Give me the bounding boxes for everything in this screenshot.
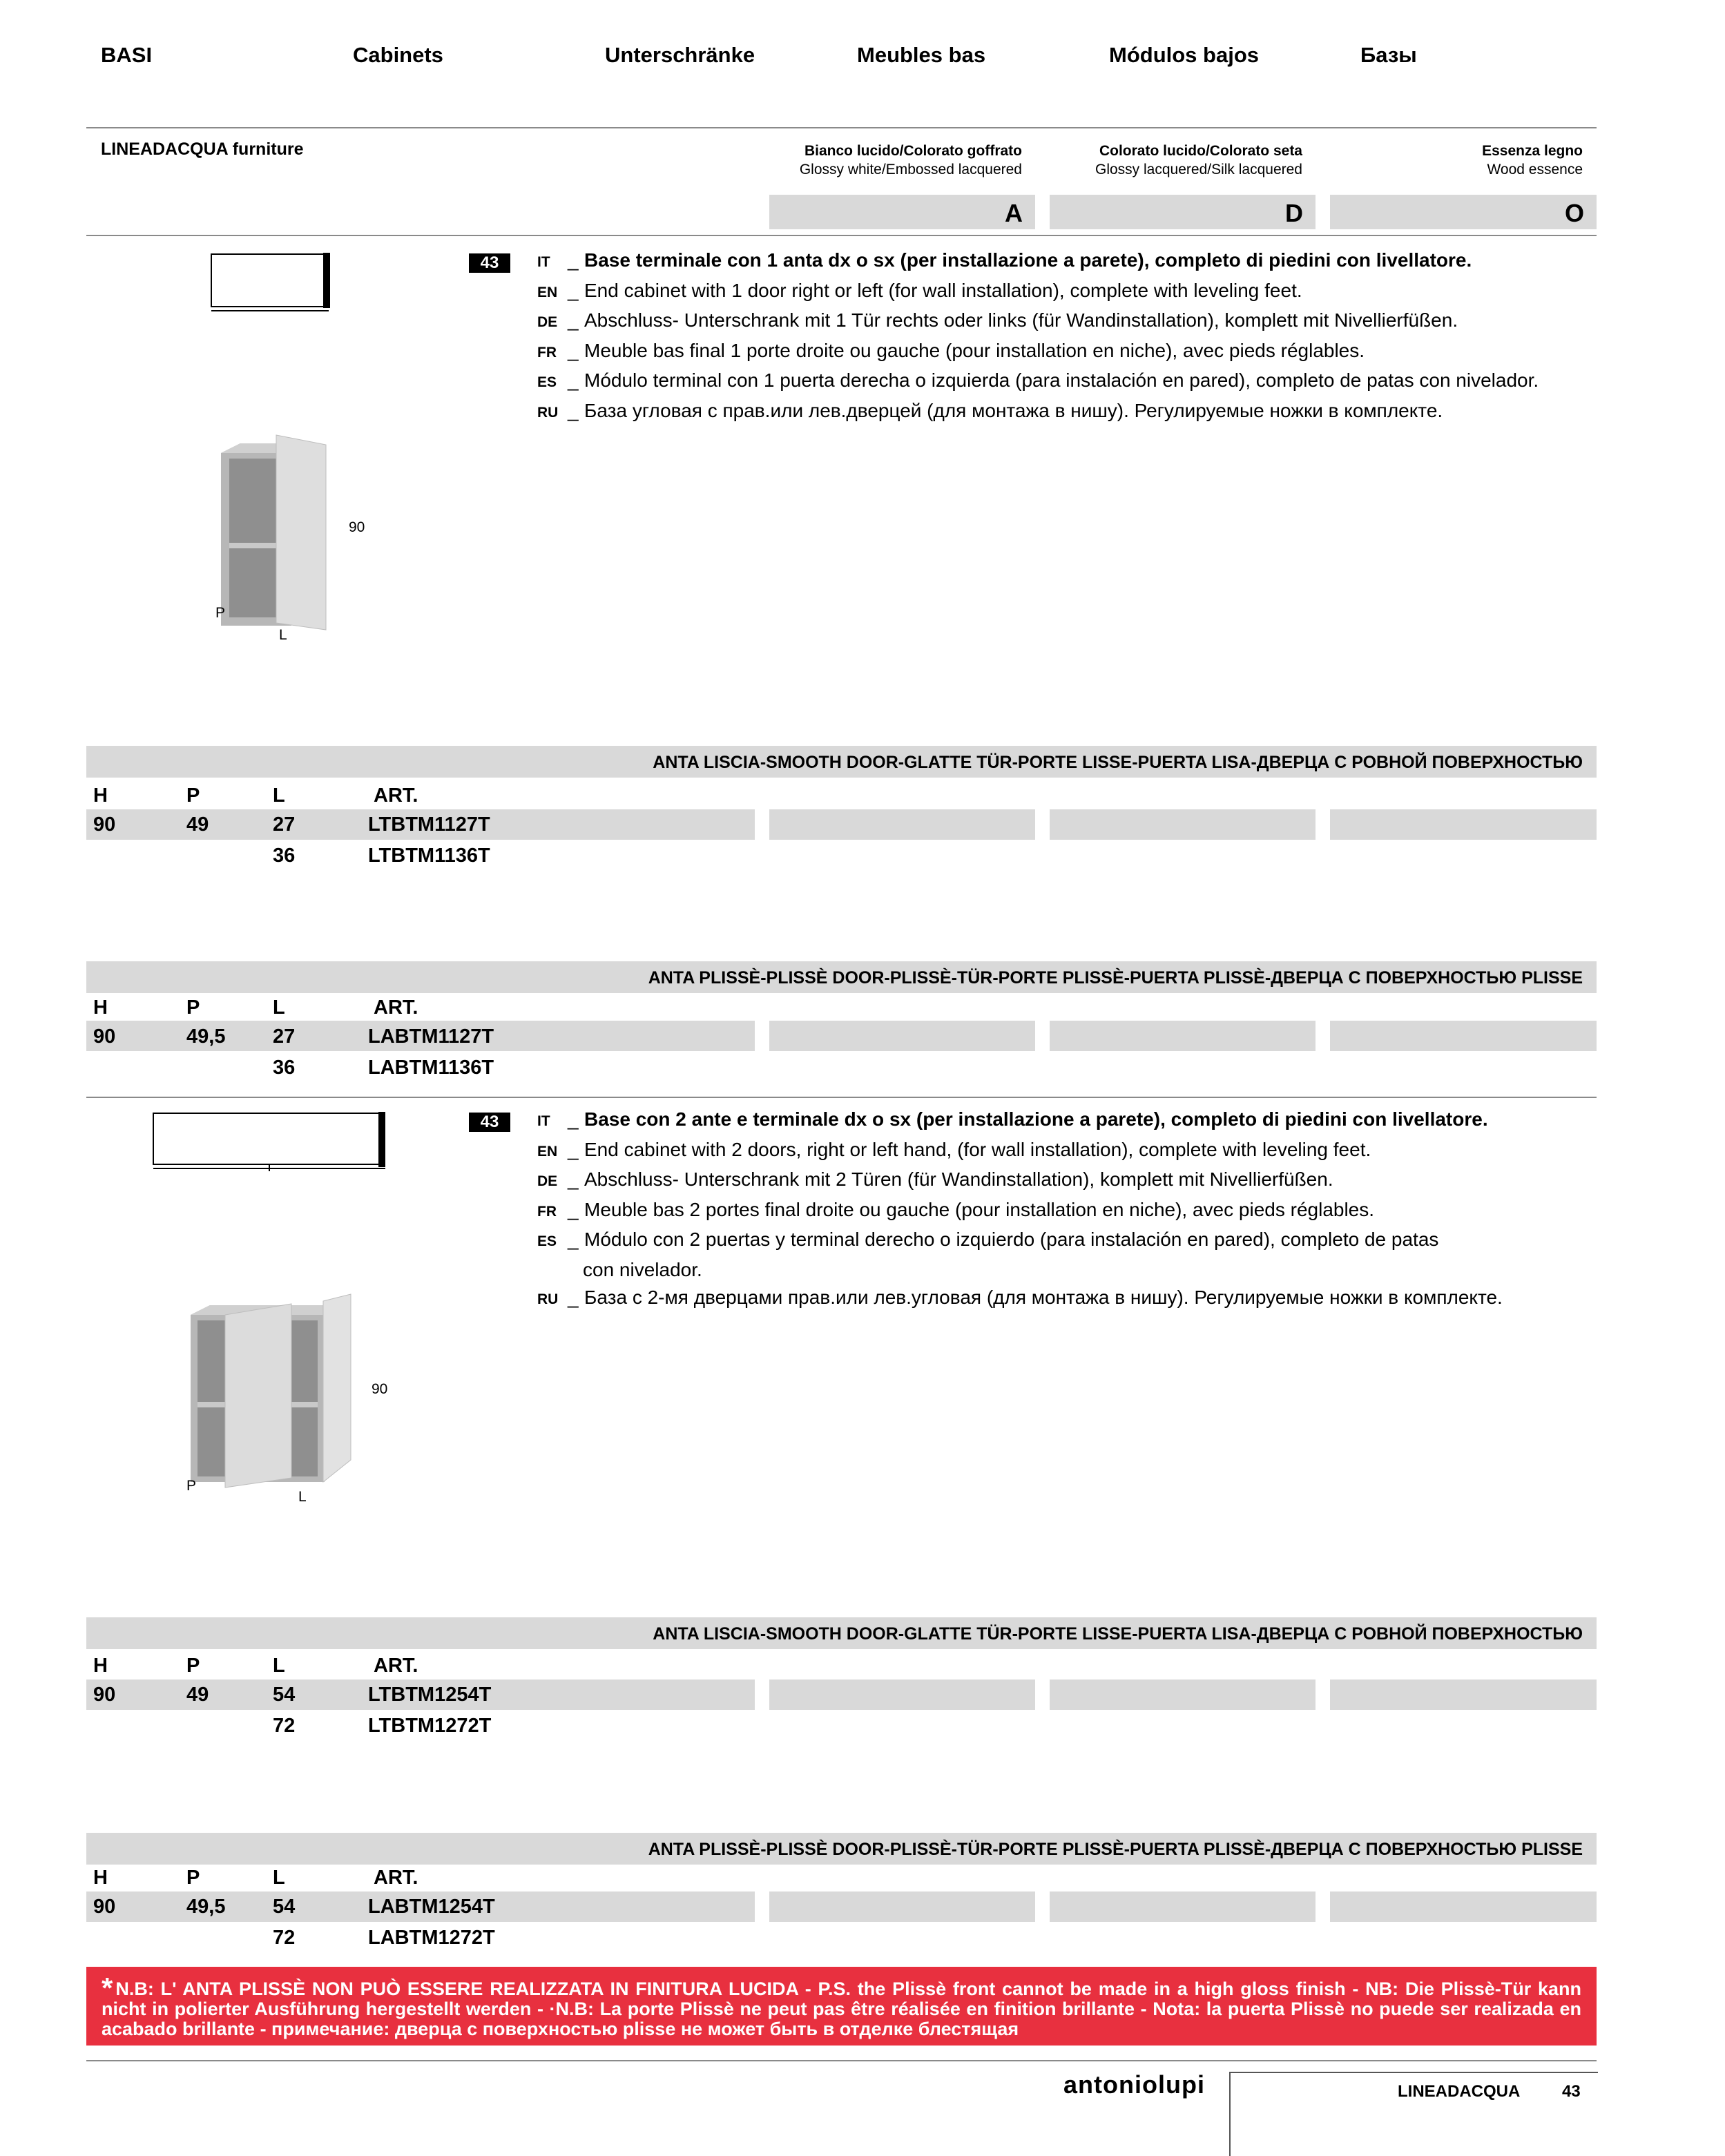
- col-l: L: [273, 785, 285, 807]
- desc-row-es: ES _ Módulo terminal con 1 puerta derecha o izquierda (para instalación en pared), completo de patas con nivelador.: [537, 369, 1539, 391]
- product-1-descriptions: [537, 247, 1539, 427]
- finish-o-label: Essenza legno Wood essence: [1482, 143, 1583, 177]
- col-p: P: [186, 1867, 200, 1889]
- finish-d-label: Colorato lucido/Colorato seta Glossy lacquered/Silk lacquered: [1095, 143, 1302, 177]
- price-cell-o: [1330, 1892, 1597, 1922]
- section-title: LINEADACQUA furniture: [101, 139, 304, 159]
- col-p: P: [186, 1655, 200, 1677]
- price-cell-a: [769, 1021, 1035, 1051]
- category-it: BASI: [101, 43, 153, 67]
- note-star: *: [102, 1972, 113, 2004]
- band-plisse-door-2: ANTA PLISSÈ-PLISSÈ DOOR-PLISSÈ-TÜR-PORTE PLISSÈ-PUERTA PLISSÈ-ДВЕРЦА С ПОВЕРХНОСТЬЮ PLISSE: [86, 1833, 1597, 1865]
- price-cell-d: [1050, 1892, 1316, 1922]
- plan-view-2-doors: [151, 1108, 392, 1177]
- price-cell-d: [1050, 1021, 1316, 1051]
- desc-row-ru: RU _ База с 2-мя дверцами прав.или лев.угловая (для монтажа в нишу). Регулируемые ножки в комплекте.: [537, 1287, 1503, 1308]
- cell-l: 27: [273, 1026, 296, 1048]
- cell-l: 54: [273, 1896, 296, 1918]
- price-cell-a: [769, 809, 1035, 840]
- footer-collection: LINEADACQUA: [1398, 2082, 1521, 2101]
- product-divider: [86, 1097, 1597, 1098]
- band-smooth-door-2: ANTA LISCIA-SMOOTH DOOR-GLATTE TÜR-PORTE LISSE-PUERTA LISA-ДВЕРЦА С РОВНОЙ ПОВЕРХНОСТЬЮ: [86, 1617, 1597, 1649]
- cabinet-2-depth-label: P: [186, 1478, 197, 1494]
- cell-art: LTBTM1136T: [368, 845, 490, 867]
- cell-h: 90: [93, 1026, 116, 1048]
- category-es: Módulos bajos: [1109, 43, 1259, 67]
- desc-row-ru: RU _ База угловая с прав.или лев.дверцей (для монтажа в нишу). Регулируемые ножки в комплекте.: [537, 399, 1443, 421]
- cell-l: 36: [273, 1057, 296, 1079]
- cell-l: 72: [273, 1927, 296, 1949]
- cabinet-2-doors-drawing: [181, 1284, 367, 1492]
- col-art: ART.: [374, 1867, 418, 1889]
- finish-a-label: Bianco lucido/Colorato goffrato Glossy white/Embossed lacquered: [799, 143, 1022, 177]
- cell-art: LTBTM1127T: [368, 814, 490, 836]
- desc-row-en: EN _ End cabinet with 2 doors, right or left hand, (for wall installation), complete with leveling feet.: [537, 1138, 1371, 1160]
- category-ru: Базы: [1360, 43, 1417, 67]
- cabinet-1-height-label: 90: [349, 519, 365, 535]
- category-de: Unterschränke: [605, 43, 755, 67]
- plan-view-1-door: [207, 250, 338, 316]
- header-divider: [86, 127, 1597, 128]
- desc-row-es: ES _ Módulo con 2 puertas y terminal derecho o izquierdo (para instalación en pared), completo de patas: [537, 1229, 1439, 1250]
- desc-row-it: IT _ Base con 2 ante e terminale dx o sx (per installazione a parete), completo di piedini con livellatore.: [537, 1108, 1488, 1130]
- section-divider: [86, 235, 1597, 236]
- band-plisse-door-1: ANTA PLISSÈ-PLISSÈ DOOR-PLISSÈ-TÜR-PORTE PLISSÈ-PUERTA PLISSÈ-ДВЕРЦА С ПОВЕРХНОСТЬЮ PLISSE: [86, 961, 1597, 993]
- desc-row-it: IT _ Base terminale con 1 anta dx o sx (per installazione a parete), completo di piedini con livellatore.: [537, 249, 1472, 271]
- price-cell-o: [1330, 809, 1597, 840]
- col-h: H: [93, 997, 108, 1019]
- band-smooth-door-1: ANTA LISCIA-SMOOTH DOOR-GLATTE TÜR-PORTE LISSE-PUERTA LISA-ДВЕРЦА С РОВНОЙ ПОВЕРХНОСТЬЮ: [86, 746, 1597, 778]
- col-p: P: [186, 785, 200, 807]
- price-cell-a: [769, 1892, 1035, 1922]
- product-2-descriptions: [537, 1106, 1503, 1314]
- cabinet-1-width-label: L: [279, 627, 287, 643]
- desc-row-fr: FR _ Meuble bas final 1 porte droite ou gauche (pour installation en niche), avec pieds réglables.: [537, 339, 1365, 361]
- footer-divider: [86, 2060, 1597, 2061]
- desc-row-en: EN _ End cabinet with 1 door right or left (for wall installation), complete with leveling feet.: [537, 279, 1302, 301]
- plisse-note-banner: [86, 1967, 1597, 2046]
- desc-row-es-cont: con nivelador.: [583, 1258, 702, 1280]
- cell-l: 36: [273, 845, 296, 867]
- price-cell-o: [1330, 1021, 1597, 1051]
- desc-row-de: DE _ Abschluss- Unterschrank mit 1 Tür rechts oder links (für Wandinstallation), komplett mit Nivellierfüßen.: [537, 309, 1458, 331]
- cell-p: 49,5: [186, 1026, 226, 1048]
- cell-art: LABTM1272T: [368, 1927, 495, 1949]
- col-l: L: [273, 1655, 285, 1677]
- cell-l: 72: [273, 1715, 296, 1737]
- cell-h: 90: [93, 814, 116, 836]
- finish-code-a: A: [769, 195, 1035, 229]
- cell-h: 90: [93, 1896, 116, 1918]
- finish-code-d: D: [1050, 195, 1316, 229]
- cell-art: LTBTM1254T: [368, 1684, 492, 1706]
- col-art: ART.: [374, 1655, 418, 1677]
- price-cell-d: [1050, 1679, 1316, 1710]
- product-1-badge: 43: [469, 253, 510, 273]
- cell-p: 49: [186, 1684, 209, 1706]
- note-text: N.B: L' ANTA PLISSÈ NON PUÒ ESSERE REALIZZATA IN FINITURA LUCIDA - P.S. the Plissè front cannot be made in a high gloss finish - NB: Die Plissè-Tür kann nicht in polierter Ausführung hergestellt werden - ·N.B: La porte Plissè ne peut pas être réalisée en finition brillante - Nota: la puerta Plissè no puede ser realizada en acabado brillante - примечание: дверца с поверхностью plisse не может быть в отделке блестящая: [102, 1979, 1581, 2039]
- page-number: 43: [1562, 2082, 1581, 2101]
- col-h: H: [93, 1655, 108, 1677]
- cabinet-2-height-label: 90: [372, 1381, 388, 1397]
- price-cell-d: [1050, 809, 1316, 840]
- cabinet-2-width-label: L: [298, 1489, 307, 1505]
- price-cell-a: [769, 1679, 1035, 1710]
- col-l: L: [273, 997, 285, 1019]
- cell-h: 90: [93, 1684, 116, 1706]
- cell-art: LABTM1136T: [368, 1057, 494, 1079]
- col-l: L: [273, 1867, 285, 1889]
- cell-p: 49: [186, 814, 209, 836]
- cell-p: 49,5: [186, 1896, 226, 1918]
- cell-art: LABTM1254T: [368, 1896, 495, 1918]
- col-h: H: [93, 785, 108, 807]
- brand-logo: antoniolupi: [1063, 2070, 1205, 2099]
- finish-code-o: O: [1330, 195, 1597, 229]
- cell-l: 27: [273, 814, 296, 836]
- cell-art: LABTM1127T: [368, 1026, 494, 1048]
- category-fr: Meubles bas: [857, 43, 986, 67]
- cabinet-1-depth-label: P: [215, 605, 226, 621]
- col-art: ART.: [374, 997, 418, 1019]
- cell-l: 54: [273, 1684, 296, 1706]
- desc-row-de: DE _ Abschluss- Unterschrank mit 2 Türen (für Wandinstallation), komplett mit Nivellierfüßen.: [537, 1168, 1333, 1190]
- cell-art: LTBTM1272T: [368, 1715, 492, 1737]
- cabinet-1-door-drawing: [207, 428, 345, 635]
- price-cell-o: [1330, 1679, 1597, 1710]
- col-p: P: [186, 997, 200, 1019]
- desc-row-fr: FR _ Meuble bas 2 portes final droite ou gauche (pour installation en niche), avec pieds réglables.: [537, 1198, 1375, 1220]
- category-en: Cabinets: [353, 43, 443, 67]
- col-art: ART.: [374, 785, 418, 807]
- product-2-badge: 43: [469, 1113, 510, 1132]
- col-h: H: [93, 1867, 108, 1889]
